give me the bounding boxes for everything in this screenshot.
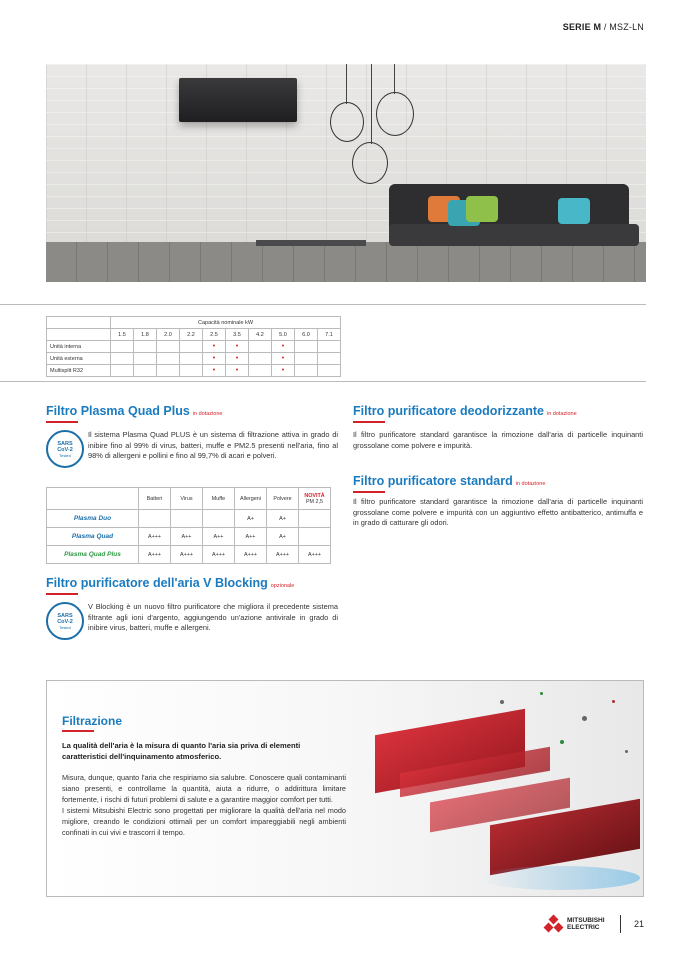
page-number: 21 bbox=[634, 919, 645, 929]
table-corner bbox=[47, 317, 111, 329]
filtrazione-title: Filtrazione bbox=[62, 714, 123, 728]
filtrazione-lead: La qualità dell'aria è la misura di quanto l'aria sia priva di elementi caratteristici dell'inquinamento atmosferico. bbox=[62, 741, 301, 761]
sofa-seat bbox=[389, 224, 639, 246]
standard-title-text: Filtro purificatore standard bbox=[353, 474, 513, 488]
table-row bbox=[47, 528, 331, 546]
brand-line2: ELECTRIC bbox=[567, 924, 600, 931]
vblocking-tag: opzionale bbox=[270, 583, 295, 589]
title-underline bbox=[46, 593, 78, 595]
pendant-lamp bbox=[376, 92, 414, 136]
availability-dot: • bbox=[272, 341, 295, 353]
filtrazione-paragraph: Misura, dunque, quanto l'aria che respiriamo sia salubre. Conoscere quali contaminanti siano presenti, e controllarne la quantità, aiuta a ridurre, o addirittura limitare fortemente, i rischi di futuri problemi di salute e a garantire maggior comfort per tutti. bbox=[62, 773, 346, 804]
badge-line1: SARS bbox=[57, 612, 73, 619]
footer-divider bbox=[620, 915, 621, 933]
rating-cell: A++ bbox=[203, 528, 235, 546]
rating-cell: A+++ bbox=[299, 546, 331, 564]
pendant-lamp bbox=[352, 142, 388, 184]
lamp-wire bbox=[371, 64, 372, 144]
empty-cell bbox=[157, 365, 180, 377]
mitsubishi-logo bbox=[545, 916, 605, 932]
title-underline bbox=[46, 421, 78, 423]
rating-cell: A+++ bbox=[267, 546, 299, 564]
availability-dot: • bbox=[203, 365, 226, 377]
empty-cell bbox=[249, 353, 272, 365]
series-name: SERIE M bbox=[562, 22, 602, 32]
rating-cell bbox=[299, 510, 331, 528]
capacity-column-header: 5.0 bbox=[272, 329, 295, 341]
table-row bbox=[47, 546, 331, 564]
rating-cell: A++ bbox=[171, 528, 203, 546]
empty-cell bbox=[318, 353, 341, 365]
standard-title bbox=[353, 474, 545, 488]
availability-dot: • bbox=[272, 365, 295, 377]
empty-cell bbox=[180, 353, 203, 365]
filter-logo: Plasma Quad bbox=[47, 528, 139, 546]
filter-logo: Plasma Quad Plus bbox=[47, 546, 139, 564]
empty-cell bbox=[134, 353, 157, 365]
particle bbox=[612, 700, 615, 703]
rating-cell bbox=[139, 510, 171, 528]
empty-cell bbox=[111, 341, 134, 353]
empty-cell bbox=[318, 341, 341, 353]
empty-cell bbox=[180, 365, 203, 377]
filter-column-header-new bbox=[299, 488, 331, 510]
empty-cell bbox=[111, 365, 134, 377]
capacity-column-header: 4.2 bbox=[249, 329, 272, 341]
plasma-tag: in dotazione bbox=[192, 411, 223, 417]
plasma-title bbox=[46, 404, 222, 418]
capacity-column-header: 1.5 bbox=[111, 329, 134, 341]
rating-cell: A+ bbox=[267, 510, 299, 528]
availability-dot: • bbox=[203, 341, 226, 353]
rating-cell: A+ bbox=[235, 510, 267, 528]
capacity-column-header: 1.8 bbox=[134, 329, 157, 341]
new-label: NOVITÀ bbox=[304, 492, 325, 499]
badge-line2: CoV-2 bbox=[57, 446, 73, 453]
filter-column-header: Batteri bbox=[139, 488, 171, 510]
diamonds-icon bbox=[545, 916, 563, 932]
vblocking-title-text: Filtro purificatore dell'aria V Blocking bbox=[46, 576, 268, 590]
empty-cell bbox=[134, 341, 157, 353]
sars-cov2-badge-icon bbox=[46, 430, 84, 468]
empty-cell bbox=[249, 365, 272, 377]
title-underline bbox=[62, 730, 94, 732]
coffee-table bbox=[256, 240, 366, 246]
capacity-columns bbox=[47, 329, 341, 341]
table-corner bbox=[47, 488, 139, 510]
empty-cell bbox=[318, 365, 341, 377]
capacity-header: Capacità nominale kW bbox=[111, 317, 341, 329]
particle bbox=[560, 740, 564, 744]
filter-logo: Plasma Duo bbox=[47, 510, 139, 528]
air-conditioner-unit bbox=[179, 78, 297, 122]
pillow bbox=[558, 198, 590, 224]
filter-column-header: Virus bbox=[171, 488, 203, 510]
empty-cell bbox=[295, 341, 318, 353]
title-underline bbox=[353, 421, 385, 423]
table-row bbox=[47, 353, 341, 365]
rating-cell: A+++ bbox=[139, 528, 171, 546]
rating-cell: A+++ bbox=[235, 546, 267, 564]
capacity-column-header: 7.1 bbox=[318, 329, 341, 341]
vblocking-text: V Blocking è un nuovo filtro purificatore che migliora il precedente sistema filtrante agli ioni d'argento, aggiungendo un'azione antivirale in grado di inibire virus, batteri, muffe e allergeni. bbox=[88, 602, 338, 633]
capacity-column-header: 6.0 bbox=[295, 329, 318, 341]
vblocking-title bbox=[46, 576, 294, 590]
pendant-lamp bbox=[330, 102, 364, 142]
pillow bbox=[466, 196, 498, 222]
badge-line2: CoV-2 bbox=[57, 618, 73, 625]
deodor-title-text: Filtro purificatore deodorizzante bbox=[353, 404, 544, 418]
floor bbox=[46, 242, 646, 282]
deodor-title bbox=[353, 404, 577, 418]
rating-cell: A+++ bbox=[203, 546, 235, 564]
page-header bbox=[563, 22, 644, 32]
particle bbox=[582, 716, 587, 721]
divider bbox=[0, 381, 646, 382]
deodor-text: Il filtro purificatore standard garantisce la rimozione dall'aria di particelle inquinanti grossolane come polvere e impurità. bbox=[353, 430, 643, 450]
standard-text: Il filtro purificatore standard garantisce la rimozione dall'aria di particelle inquinanti grossolane come polvere e impurità con un aggiuntivo effetto antibatterico, antimuffa e in grado di catturare gli odori. bbox=[353, 497, 643, 528]
pm25-label: PM 2,5 bbox=[305, 498, 324, 505]
rating-cell: A+++ bbox=[171, 546, 203, 564]
badge-line3: Tested bbox=[59, 624, 71, 630]
lamp-wire bbox=[346, 64, 347, 104]
availability-dot: • bbox=[226, 353, 249, 365]
empty-cell bbox=[157, 341, 180, 353]
plasma-title-text: Filtro Plasma Quad Plus bbox=[46, 404, 190, 418]
badge-line1: SARS bbox=[57, 440, 73, 447]
row-label: Unità esterna bbox=[47, 353, 111, 365]
plasma-text: Il sistema Plasma Quad PLUS è un sistema di filtrazione attiva in grado di inibire fino al 99% di virus, batteri, muffe e PM2.5 presenti nell'aria, fino al 98% di allergeni e pollini e fino al 99,7% di acari e polveri. bbox=[88, 430, 338, 461]
capacity-column-header: 2.0 bbox=[157, 329, 180, 341]
rating-cell bbox=[171, 510, 203, 528]
standard-tag: in dotazione bbox=[515, 481, 546, 487]
availability-dot: • bbox=[203, 353, 226, 365]
empty-cell bbox=[134, 365, 157, 377]
lamp-wire bbox=[394, 64, 395, 94]
empty-cell bbox=[295, 365, 318, 377]
table-row bbox=[47, 510, 331, 528]
availability-dot: • bbox=[226, 341, 249, 353]
hero-image bbox=[46, 64, 646, 282]
table-row bbox=[47, 365, 341, 377]
filter-column-header: Muffe bbox=[203, 488, 235, 510]
empty-cell bbox=[295, 353, 318, 365]
brand-name bbox=[567, 917, 605, 931]
divider bbox=[0, 304, 646, 305]
badge-line3: Tested bbox=[59, 452, 71, 458]
empty-cell bbox=[157, 353, 180, 365]
brand-line1: MITSUBISHI bbox=[567, 917, 605, 924]
capacity-column-header: 2.2 bbox=[180, 329, 203, 341]
particle bbox=[540, 692, 543, 695]
table-header-row bbox=[47, 488, 331, 510]
filtrazione-body bbox=[62, 772, 346, 838]
empty-cell bbox=[111, 353, 134, 365]
row-label: Unità interna bbox=[47, 341, 111, 353]
series-model: / MSZ-LN bbox=[601, 22, 644, 32]
rating-cell: A++ bbox=[235, 528, 267, 546]
title-underline bbox=[353, 491, 385, 493]
rating-cell: A+ bbox=[267, 528, 299, 546]
sars-cov2-badge-icon bbox=[46, 602, 84, 640]
rating-cell bbox=[203, 510, 235, 528]
filter-comparison-table bbox=[46, 487, 331, 564]
empty-cell bbox=[180, 341, 203, 353]
capacity-column-header: 2.5 bbox=[203, 329, 226, 341]
row-label: Multisplit R32 bbox=[47, 365, 111, 377]
availability-dot: • bbox=[272, 353, 295, 365]
table-corner bbox=[47, 329, 111, 341]
capacity-table bbox=[46, 316, 341, 377]
rating-cell bbox=[299, 528, 331, 546]
particle bbox=[500, 700, 504, 704]
deodor-tag: in dotazione bbox=[547, 411, 577, 417]
table-row bbox=[47, 341, 341, 353]
filtrazione-paragraph: I sistemi Mitsubishi Electric sono progettati per migliorare la qualità dell'aria nel modo migliore, creando le condizioni ottimali per un comfort impareggiabili negli ambienti confinati in cui vivi e trascorri il tempo. bbox=[62, 806, 346, 837]
empty-cell bbox=[249, 341, 272, 353]
airflow bbox=[480, 866, 640, 890]
filter-column-header: Allergeni bbox=[235, 488, 267, 510]
capacity-column-header: 3.5 bbox=[226, 329, 249, 341]
availability-dot: • bbox=[226, 365, 249, 377]
filter-column-header: Polvere bbox=[267, 488, 299, 510]
rating-cell: A+++ bbox=[139, 546, 171, 564]
particle bbox=[625, 750, 628, 753]
